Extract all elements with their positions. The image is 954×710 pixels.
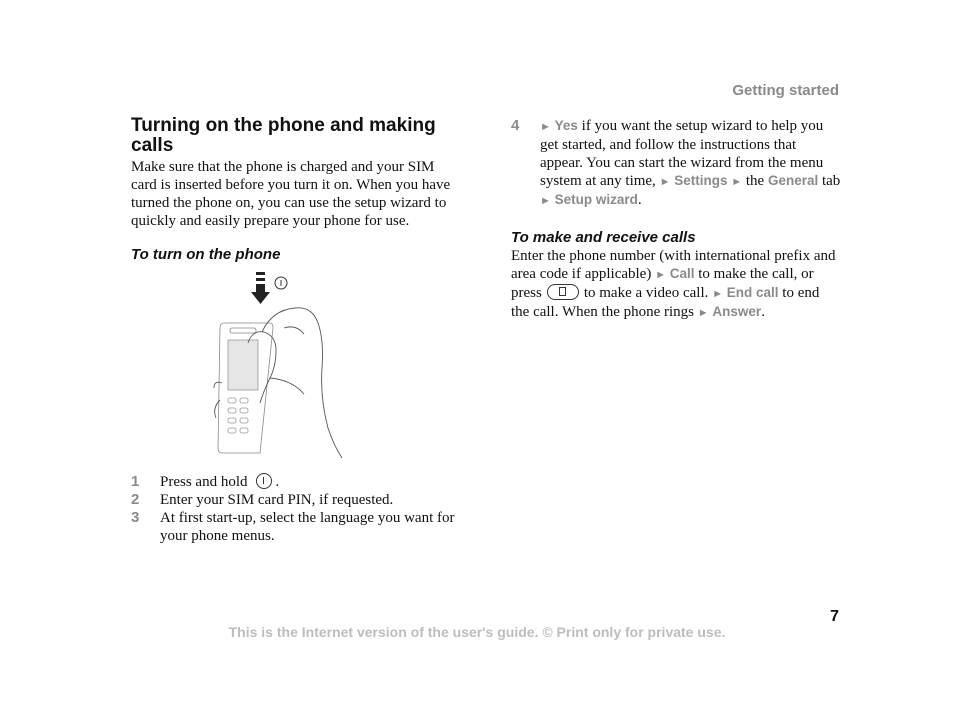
step-4 <box>511 117 841 210</box>
menu-item-answer: Answer <box>712 304 762 319</box>
menu-item-yes: Yes <box>554 118 578 133</box>
phone-in-hand-icon <box>200 268 350 463</box>
step-number: 4 <box>511 117 520 134</box>
menu-arrow-icon: ► <box>540 195 551 207</box>
step-3 <box>131 509 461 545</box>
turn-on-steps <box>131 473 461 545</box>
step-text <box>540 117 841 210</box>
step-text <box>160 473 461 491</box>
phone-outline <box>218 323 273 453</box>
step-text-part: the <box>742 173 768 189</box>
step-number: 1 <box>131 473 140 490</box>
down-arrow-icon <box>251 272 270 304</box>
step-1 <box>131 473 461 491</box>
subheading-turn-on: To turn on the phone <box>131 246 281 263</box>
step-number: 3 <box>131 509 140 526</box>
calls-text-part: to make a video call. <box>583 285 713 301</box>
menu-item-settings: Settings <box>674 173 728 188</box>
calls-paragraph <box>511 247 841 322</box>
menu-item-call: Call <box>669 266 695 281</box>
video-call-key-icon <box>547 284 579 300</box>
menu-arrow-icon: ► <box>655 269 666 281</box>
page-header: Getting started <box>732 82 839 99</box>
step-text: At first start-up, select the language you want for your phone menus. <box>160 510 455 544</box>
step-2 <box>131 491 461 509</box>
menu-arrow-icon: ► <box>540 121 551 133</box>
menu-item-end-call: End call <box>726 285 779 300</box>
menu-arrow-icon: ► <box>697 307 709 319</box>
step-text-part: if you want the setup wizard to help you get started, and follow the instructions that appear. You can start the wizard from the menu system at any time, <box>540 118 824 189</box>
menu-arrow-icon: ► <box>712 288 724 300</box>
calls-text-part: Enter the phone number (with international prefix and area code if applicable) <box>511 248 836 282</box>
step-text-part: tab <box>818 173 841 189</box>
calls-text-part: to end the call. When the phone rings <box>511 285 820 320</box>
menu-arrow-icon: ► <box>659 176 671 188</box>
calls-text-part: . <box>761 304 765 320</box>
right-column <box>511 117 841 322</box>
step-text-after: . <box>275 474 280 490</box>
menu-arrow-icon: ► <box>731 176 743 188</box>
power-key-icon <box>256 473 272 489</box>
step-text: Enter your SIM card PIN, if requested. <box>160 492 394 508</box>
page-number: 7 <box>830 608 839 625</box>
step-number: 2 <box>131 491 140 508</box>
page-title: Turning on the phone and making calls <box>131 115 436 156</box>
intro-paragraph: Make sure that the phone is charged and your SIM card is inserted before you turn it on. When you have turned the phone on, you can use the setup wizard to quickly and easily prepare your phone for use. <box>131 159 451 229</box>
menu-item-setup-wizard: Setup wizard <box>554 192 638 207</box>
calls-text-part: to make the call, or press <box>511 266 814 301</box>
footer-notice: This is the Internet version of the user's guide. © Print only for private use. <box>228 624 726 640</box>
power-key-icon <box>275 277 287 289</box>
step-text-part: . <box>637 192 642 208</box>
menu-item-general: General <box>767 173 819 188</box>
step-text-before: Press and hold <box>160 474 248 490</box>
subheading-calls: To make and receive calls <box>511 229 696 246</box>
